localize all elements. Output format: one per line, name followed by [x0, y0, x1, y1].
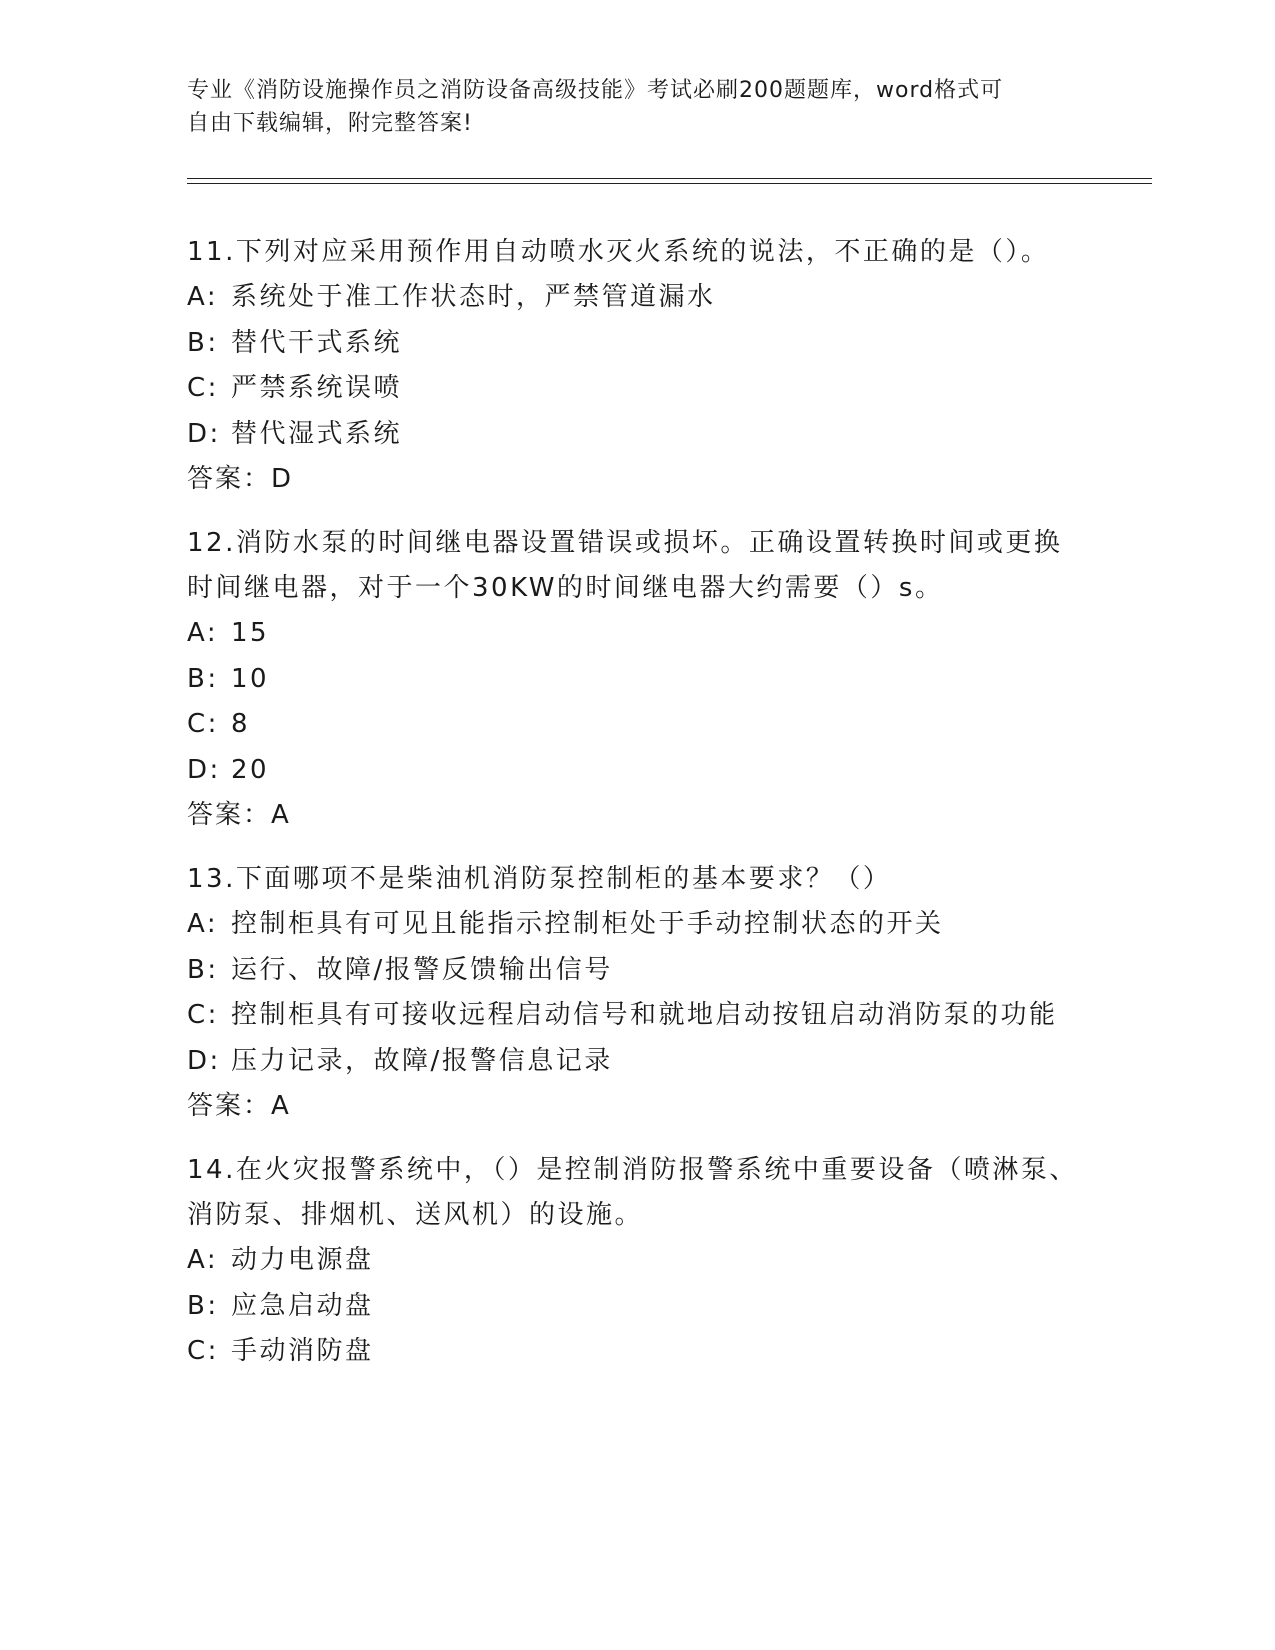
option-c	[187, 366, 1087, 412]
question-13	[187, 857, 1087, 1129]
answer-line: 答案：A	[187, 1091, 291, 1121]
question-12	[187, 521, 1087, 838]
option-text: 压力记录，故障/报警信息记录	[231, 1045, 613, 1076]
option-text: 10	[231, 663, 270, 694]
option-d	[187, 412, 1087, 458]
header-title-line-1: 专业《消防设施操作员之消防设备高级技能》考试必刷200题题库，word格式可	[187, 78, 1004, 103]
option-b	[187, 321, 1087, 367]
option-text: 20	[231, 754, 270, 785]
option-key: B:	[187, 327, 219, 358]
option-text: 替代湿式系统	[231, 418, 403, 449]
question-14	[187, 1148, 1087, 1375]
header-double-rule	[187, 178, 1152, 184]
option-text: 控制柜具有可见且能指示控制柜处于手动控制状态的开关	[231, 909, 944, 939]
option-text: 运行、故障/报警反馈输出信号	[231, 954, 613, 985]
option-b	[187, 948, 1087, 994]
option-key: D:	[187, 1045, 221, 1076]
question-11	[187, 230, 1087, 502]
option-text: 替代干式系统	[231, 327, 403, 358]
option-a	[187, 1238, 1087, 1284]
option-a	[187, 611, 1087, 657]
option-c	[187, 702, 1087, 748]
option-text: 系统处于准工作状态时，严禁管道漏水	[231, 282, 716, 312]
option-text: 控制柜具有可接收远程启动信号和就地启动按钮启动消防泵的功能	[231, 1000, 1058, 1030]
option-key: C:	[187, 709, 219, 739]
option-text: 应急启动盘	[231, 1290, 374, 1321]
option-key: D:	[187, 754, 221, 785]
option-key: C:	[187, 1000, 219, 1030]
answer-line: 答案：D	[187, 464, 294, 494]
option-d	[187, 1039, 1087, 1085]
option-text: 动力电源盘	[231, 1245, 374, 1275]
option-b	[187, 1284, 1087, 1330]
option-c	[187, 993, 1087, 1039]
question-stem: 13.下面哪项不是柴油机消防泵控制柜的基本要求？（）	[187, 864, 892, 894]
question-stem: 14.在火灾报警系统中，（）是控制消防报警系统中重要设备（喷淋泵、消防泵、排烟机、送风机）的设施。	[187, 1155, 1078, 1230]
header-title-line-2: 自由下载编辑，附完整答案!	[187, 111, 473, 136]
option-key: A:	[187, 618, 219, 648]
question-stem: 11.下列对应采用预作用自动喷水灭火系统的说法，不正确的是（）。	[187, 237, 1050, 267]
option-key: C:	[187, 373, 219, 403]
option-key: B:	[187, 663, 219, 694]
option-key: B:	[187, 954, 219, 985]
option-text: 手动消防盘	[231, 1336, 374, 1366]
question-stem: 12.消防水泵的时间继电器设置错误或损坏。正确设置转换时间或更换时间继电器，对于一个30KW的时间继电器大约需要（）s。	[187, 528, 1063, 603]
option-key: C:	[187, 1336, 219, 1366]
option-key: D:	[187, 418, 221, 449]
option-d	[187, 748, 1087, 794]
option-key: A:	[187, 909, 219, 939]
answer-line: 答案：A	[187, 800, 291, 830]
option-text: 8	[231, 709, 251, 739]
option-text: 15	[231, 618, 270, 648]
option-b	[187, 657, 1087, 703]
option-key: A:	[187, 282, 219, 312]
question-list	[187, 230, 1087, 1394]
option-key: B:	[187, 1290, 219, 1321]
option-key: A:	[187, 1245, 219, 1275]
option-c	[187, 1329, 1087, 1375]
option-text: 严禁系统误喷	[231, 373, 403, 403]
document-header	[187, 74, 1067, 140]
option-a	[187, 275, 1087, 321]
option-a	[187, 902, 1087, 948]
